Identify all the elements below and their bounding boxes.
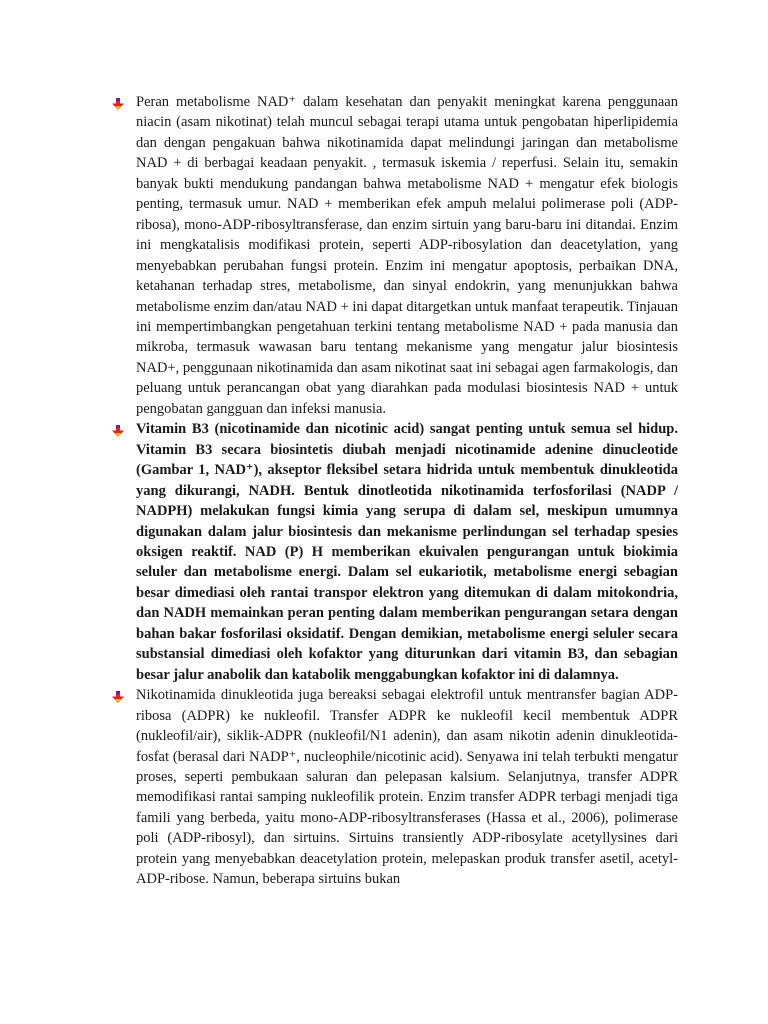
paragraph-text: Vitamin B3 (nicotinamide dan nicotinic acid) sangat penting untuk semua sel hidup. Vitamin B3 secara biosintetis diubah menjadi nicotinamide adenine dinucleotide (Gambar 1, NAD⁺), akseptor fleksibel setara hidrida untuk membentuk dinukleotida yang dikurangi, NADH. Bentuk dinotleotida nikotinamida terfosforilasi (NADP / NADPH) melakukan fungsi kimia yang serupa di dalam sel, meskipun umumnya digunakan dalam jalur biosintesis dan mekanisme perlindungan sel terhadap spesies oksigen reaktif. NAD (P) H memberikan ekuivalen pengurangan untuk biokimia seluler dan metabolisme energi. Dalam sel eukariotik, metabolisme energi sebagian besar dimediasi oleh rantai transpor elektron yang ditemukan di dalam mitokondria, dan NADH memainkan peran penting dalam memberikan pengurangan setara dengan bahan bakar fosforilasi oksidatif. Dengan demikian, metabolisme energi seluler secara substansial dimediasi oleh kofaktor yang diturunkan dari vitamin B3, dan sebagian besar jalur anabolik dan katabolik menggabungkan kofaktor ini di dalamnya. bbox=[136, 421, 678, 683]
down-arrow-bullet-icon bbox=[112, 425, 124, 437]
bullet-list bbox=[112, 92, 678, 890]
down-arrow-bullet-icon bbox=[112, 98, 124, 110]
list-item bbox=[112, 92, 678, 419]
down-arrow-bullet-icon bbox=[112, 691, 124, 703]
list-item bbox=[112, 419, 678, 685]
paragraph-text: Peran metabolisme NAD⁺ dalam kesehatan dan penyakit meningkat karena penggunaan niacin (asam nikotinat) telah muncul sebagai terapi utama untuk pengobatan hiperlipidemia dan dengan pengakuan bahwa nikotinamida dapat melindungi jaringan dan metabolisme NAD + di berbagai keadaan penyakit. , termasuk iskemia / reperfusi. Selain itu, semakin banyak bukti mendukung pandangan bahwa metabolisme NAD + mengatur efek biologis penting, termasuk umur. NAD + memberikan efek ampuh melalui polimerase poli (ADP-ribosa), mono-ADP-ribosyltransferase, dan enzim sirtuin yang baru-baru ini ditandai. Enzim ini mengkatalisis modifikasi protein, seperti ADP-ribosylation dan deacetylation, yang menyebabkan perubahan fungsi protein. Enzim ini mengatur apoptosis, perbaikan DNA, ketahanan terhadap stres, metabolisme, dan sinyal endokrin, yang menunjukkan bahwa metabolisme enzim dan/atau NAD + ini dapat ditargetkan untuk manfaat terapeutik. Tinjauan ini mempertimbangkan pengetahuan terkini tentang metabolisme NAD + pada manusia dan mikroba, termasuk wawasan baru tentang mekanisme yang mengatur jalur biosintesis NAD+, penggunaan nikotinamida dan asam nikotinat saat ini sebagai agen farmakologis, dan peluang untuk perancangan obat yang diarahkan pada modulasi biosintesis NAD + untuk pengobatan gangguan dan infeksi manusia. bbox=[136, 94, 678, 417]
paragraph-text: Nikotinamida dinukleotida juga bereaksi sebagai elektrofil untuk mentransfer bagian ADP-ribosa (ADPR) ke nukleofil. Transfer ADPR ke nukleofil kecil membentuk ADPR (nukleofil/air), siklik-ADPR (nukleofil/N1 adenin), dan asam nikotin adenin dinukleotida-fosfat (berasal dari NADP⁺, nucleophile/nicotinic acid). Senyawa ini telah terbukti mengatur proses, seperti pembukaan saluran dan pelepasan kalsium. Selanjutnya, transfer ADPR memodifikasi rantai samping nukleofilik protein. Enzim transfer ADPR terbagi menjadi tiga famili yang berbeda, yaitu mono-ADP-ribosyltransferases (Hassa et al., 2006), polimerase poli (ADP-ribosyl), dan sirtuins. Sirtuins transiently ADP-ribosylate acetyllysines dari protein yang menyebabkan deacetylation protein, melepaskan produk transfer asetil, acetyl-ADP-ribose. Namun, beberapa sirtuins bukan bbox=[136, 687, 678, 888]
list-item bbox=[112, 685, 678, 890]
